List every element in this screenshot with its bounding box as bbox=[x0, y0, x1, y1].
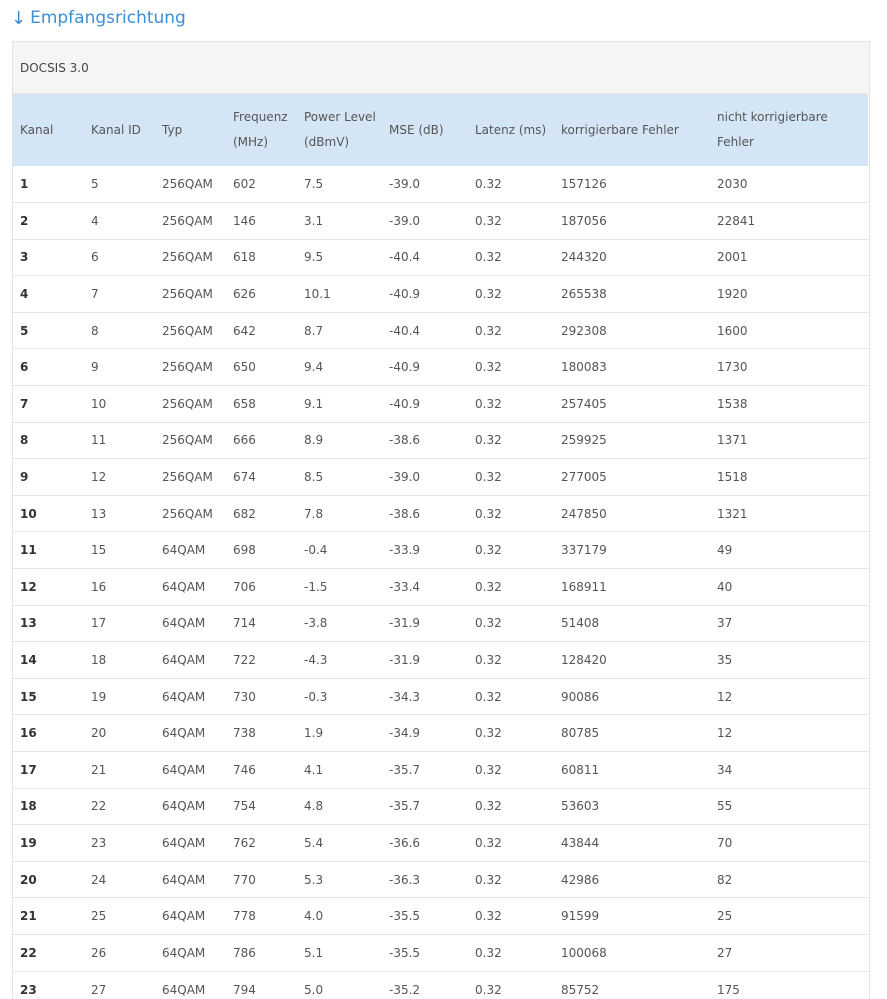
cell-nicht-korrigierbare-fehler: 12 bbox=[717, 689, 733, 704]
cell-kanal: 12 bbox=[20, 579, 37, 594]
cell-latenz: 0.32 bbox=[475, 982, 502, 997]
cell-kanal-id: 6 bbox=[91, 250, 99, 265]
cell-frequenz: 722 bbox=[233, 653, 256, 668]
cell-kanal: 5 bbox=[20, 323, 29, 338]
cell-korrigierbare-fehler: 91599 bbox=[561, 909, 600, 924]
cell-power-level: 5.4 bbox=[304, 835, 324, 850]
header-frequenz-line2: (MHz) bbox=[233, 135, 269, 149]
cell-nicht-korrigierbare-fehler: 35 bbox=[717, 653, 733, 668]
cell-kanal-id: 8 bbox=[91, 323, 99, 338]
cell-nicht-korrigierbare-fehler: 37 bbox=[717, 616, 733, 631]
cell-korrigierbare-fehler: 100068 bbox=[561, 945, 607, 960]
cell-latenz: 0.32 bbox=[475, 250, 502, 265]
table-row bbox=[13, 715, 868, 752]
cell-typ: 64QAM bbox=[162, 872, 206, 887]
cell-nicht-korrigierbare-fehler: 25 bbox=[717, 909, 733, 924]
cell-kanal: 19 bbox=[20, 835, 37, 850]
cell-nicht-korrigierbare-fehler: 1600 bbox=[717, 323, 748, 338]
downstream-section-toggle[interactable] bbox=[11, 5, 186, 31]
cell-mse: -39.0 bbox=[389, 470, 421, 485]
cell-latenz: 0.32 bbox=[475, 835, 502, 850]
cell-mse: -39.0 bbox=[389, 177, 421, 192]
cell-typ: 256QAM bbox=[162, 250, 213, 265]
cell-kanal: 16 bbox=[20, 726, 37, 741]
cell-mse: -35.5 bbox=[389, 909, 421, 924]
cell-typ: 64QAM bbox=[162, 579, 206, 594]
table-row bbox=[13, 276, 868, 313]
cell-kanal: 17 bbox=[20, 762, 37, 777]
cell-kanal-id: 22 bbox=[91, 799, 107, 814]
cell-mse: -39.0 bbox=[389, 213, 421, 228]
cell-power-level: 1.9 bbox=[304, 726, 324, 741]
cell-nicht-korrigierbare-fehler: 175 bbox=[717, 982, 740, 997]
cell-korrigierbare-fehler: 53603 bbox=[561, 799, 600, 814]
cell-nicht-korrigierbare-fehler: 1371 bbox=[717, 433, 748, 448]
cell-power-level: 3.1 bbox=[304, 213, 324, 228]
cell-kanal: 11 bbox=[20, 543, 37, 558]
cell-korrigierbare-fehler: 168911 bbox=[561, 579, 607, 594]
table-row bbox=[13, 386, 868, 423]
cell-mse: -40.4 bbox=[389, 250, 421, 265]
cell-power-level: 5.3 bbox=[304, 872, 324, 887]
cell-nicht-korrigierbare-fehler: 22841 bbox=[717, 213, 756, 228]
table-header-row bbox=[13, 94, 868, 166]
cell-latenz: 0.32 bbox=[475, 360, 502, 375]
cell-nicht-korrigierbare-fehler: 49 bbox=[717, 543, 733, 558]
cell-kanal-id: 7 bbox=[91, 287, 99, 302]
cell-frequenz: 738 bbox=[233, 726, 256, 741]
cell-kanal-id: 13 bbox=[91, 506, 107, 521]
cell-kanal-id: 27 bbox=[91, 982, 107, 997]
cell-latenz: 0.32 bbox=[475, 396, 502, 411]
cell-kanal-id: 16 bbox=[91, 579, 107, 594]
cell-typ: 256QAM bbox=[162, 360, 213, 375]
cell-power-level: 8.9 bbox=[304, 433, 324, 448]
header-latenz: Latenz (ms) bbox=[475, 122, 547, 137]
table-row bbox=[13, 422, 868, 459]
cell-power-level: -1.5 bbox=[304, 579, 328, 594]
cell-korrigierbare-fehler: 257405 bbox=[561, 396, 607, 411]
cell-typ: 256QAM bbox=[162, 433, 213, 448]
cell-mse: -36.6 bbox=[389, 835, 421, 850]
cell-power-level: 7.8 bbox=[304, 506, 324, 521]
cell-mse: -35.5 bbox=[389, 945, 421, 960]
cell-mse: -31.9 bbox=[389, 653, 421, 668]
cell-frequenz: 618 bbox=[233, 250, 256, 265]
cell-nicht-korrigierbare-fehler: 1920 bbox=[717, 287, 748, 302]
cell-kanal: 1 bbox=[20, 177, 29, 192]
cell-nicht-korrigierbare-fehler: 34 bbox=[717, 762, 733, 777]
cell-kanal-id: 10 bbox=[91, 396, 107, 411]
cell-nicht-korrigierbare-fehler: 1730 bbox=[717, 360, 748, 375]
table-row bbox=[13, 459, 868, 496]
table-row bbox=[13, 825, 868, 862]
cell-power-level: -0.3 bbox=[304, 689, 328, 704]
cell-frequenz: 786 bbox=[233, 945, 256, 960]
cell-latenz: 0.32 bbox=[475, 726, 502, 741]
cell-mse: -34.9 bbox=[389, 726, 421, 741]
cell-frequenz: 146 bbox=[233, 213, 256, 228]
cell-mse: -34.3 bbox=[389, 689, 421, 704]
cell-mse: -36.3 bbox=[389, 872, 421, 887]
header-nicht-korrigierbare-fehler: nicht korrigierbare Fehler bbox=[717, 110, 828, 149]
cell-korrigierbare-fehler: 337179 bbox=[561, 543, 607, 558]
cell-frequenz: 762 bbox=[233, 835, 256, 850]
cell-kanal: 8 bbox=[20, 433, 29, 448]
cell-nicht-korrigierbare-fehler: 55 bbox=[717, 799, 733, 814]
cell-latenz: 0.32 bbox=[475, 616, 502, 631]
cell-nicht-korrigierbare-fehler: 12 bbox=[717, 726, 733, 741]
cell-frequenz: 778 bbox=[233, 909, 256, 924]
cell-korrigierbare-fehler: 265538 bbox=[561, 287, 607, 302]
cell-typ: 256QAM bbox=[162, 323, 213, 338]
cell-kanal: 23 bbox=[20, 982, 37, 997]
section-title: Empfangsrichtung bbox=[30, 8, 186, 28]
cell-typ: 64QAM bbox=[162, 689, 206, 704]
cell-kanal-id: 19 bbox=[91, 689, 107, 704]
cell-kanal: 4 bbox=[20, 287, 29, 302]
cell-latenz: 0.32 bbox=[475, 579, 502, 594]
cell-frequenz: 698 bbox=[233, 543, 256, 558]
cell-mse: -35.2 bbox=[389, 982, 421, 997]
cell-kanal: 13 bbox=[20, 616, 37, 631]
cell-korrigierbare-fehler: 90086 bbox=[561, 689, 600, 704]
cell-latenz: 0.32 bbox=[475, 689, 502, 704]
table-row bbox=[13, 569, 868, 606]
header-power-line1: Power Level bbox=[304, 110, 376, 124]
cell-nicht-korrigierbare-fehler: 27 bbox=[717, 945, 733, 960]
cell-korrigierbare-fehler: 80785 bbox=[561, 726, 600, 741]
cell-frequenz: 770 bbox=[233, 872, 256, 887]
cell-latenz: 0.32 bbox=[475, 799, 502, 814]
cell-mse: -38.6 bbox=[389, 506, 421, 521]
cell-kanal-id: 23 bbox=[91, 835, 107, 850]
cell-nicht-korrigierbare-fehler: 70 bbox=[717, 835, 733, 850]
cell-typ: 64QAM bbox=[162, 945, 206, 960]
cell-kanal-id: 21 bbox=[91, 762, 107, 777]
cell-power-level: 9.4 bbox=[304, 360, 324, 375]
cell-kanal-id: 24 bbox=[91, 872, 107, 887]
cell-korrigierbare-fehler: 128420 bbox=[561, 653, 607, 668]
cell-korrigierbare-fehler: 277005 bbox=[561, 470, 607, 485]
cell-frequenz: 754 bbox=[233, 799, 256, 814]
docsis-panel bbox=[12, 41, 870, 999]
cell-korrigierbare-fehler: 187056 bbox=[561, 213, 607, 228]
cell-kanal-id: 12 bbox=[91, 470, 107, 485]
cell-kanal: 3 bbox=[20, 250, 29, 265]
cell-kanal-id: 20 bbox=[91, 726, 107, 741]
cell-typ: 256QAM bbox=[162, 213, 213, 228]
cell-typ: 256QAM bbox=[162, 506, 213, 521]
cell-korrigierbare-fehler: 85752 bbox=[561, 982, 600, 997]
cell-kanal-id: 15 bbox=[91, 543, 107, 558]
table-row bbox=[13, 642, 868, 679]
cell-kanal-id: 25 bbox=[91, 909, 107, 924]
cell-power-level: 7.5 bbox=[304, 177, 324, 192]
table-row bbox=[13, 678, 868, 715]
header-power-level bbox=[297, 94, 382, 166]
cell-frequenz: 674 bbox=[233, 470, 256, 485]
cell-power-level: 5.0 bbox=[304, 982, 324, 997]
cell-kanal: 2 bbox=[20, 213, 29, 228]
table-row bbox=[13, 752, 868, 789]
cell-power-level: 10.1 bbox=[304, 287, 331, 302]
cell-mse: -33.9 bbox=[389, 543, 421, 558]
header-frequenz bbox=[226, 94, 297, 166]
cell-latenz: 0.32 bbox=[475, 506, 502, 521]
header-typ: Typ bbox=[162, 122, 183, 137]
cell-latenz: 0.32 bbox=[475, 323, 502, 338]
header-power-line2: (dBmV) bbox=[304, 135, 350, 149]
cell-power-level: 4.8 bbox=[304, 799, 324, 814]
downstream-channel-table bbox=[13, 94, 868, 999]
cell-korrigierbare-fehler: 259925 bbox=[561, 433, 607, 448]
table-row bbox=[13, 312, 868, 349]
cell-latenz: 0.32 bbox=[475, 909, 502, 924]
cell-kanal-id: 11 bbox=[91, 433, 107, 448]
cell-typ: 64QAM bbox=[162, 616, 206, 631]
cell-mse: -40.9 bbox=[389, 360, 421, 375]
cell-mse: -33.4 bbox=[389, 579, 421, 594]
table-row bbox=[13, 203, 868, 240]
cell-typ: 64QAM bbox=[162, 726, 206, 741]
table-row bbox=[13, 861, 868, 898]
cell-typ: 64QAM bbox=[162, 762, 206, 777]
cell-power-level: 8.5 bbox=[304, 470, 324, 485]
cell-nicht-korrigierbare-fehler: 1538 bbox=[717, 396, 748, 411]
cell-nicht-korrigierbare-fehler: 1321 bbox=[717, 506, 748, 521]
header-frequenz-line1: Frequenz bbox=[233, 110, 288, 124]
cell-kanal: 15 bbox=[20, 689, 37, 704]
cell-nicht-korrigierbare-fehler: 2030 bbox=[717, 177, 748, 192]
cell-frequenz: 626 bbox=[233, 287, 256, 302]
cell-nicht-korrigierbare-fehler: 1518 bbox=[717, 470, 748, 485]
cell-korrigierbare-fehler: 60811 bbox=[561, 762, 600, 777]
cell-kanal-id: 4 bbox=[91, 213, 99, 228]
cell-kanal-id: 5 bbox=[91, 177, 99, 192]
cell-kanal-id: 26 bbox=[91, 945, 107, 960]
cell-kanal-id: 17 bbox=[91, 616, 107, 631]
cell-power-level: 4.0 bbox=[304, 909, 324, 924]
cell-mse: -40.4 bbox=[389, 323, 421, 338]
cell-nicht-korrigierbare-fehler: 2001 bbox=[717, 250, 748, 265]
cell-nicht-korrigierbare-fehler: 40 bbox=[717, 579, 733, 594]
cell-typ: 64QAM bbox=[162, 835, 206, 850]
cell-power-level: -4.3 bbox=[304, 653, 328, 668]
table-row bbox=[13, 898, 868, 935]
cell-korrigierbare-fehler: 42986 bbox=[561, 872, 600, 887]
cell-mse: -35.7 bbox=[389, 762, 421, 777]
cell-typ: 256QAM bbox=[162, 287, 213, 302]
cell-korrigierbare-fehler: 292308 bbox=[561, 323, 607, 338]
cell-mse: -40.9 bbox=[389, 396, 421, 411]
cell-typ: 64QAM bbox=[162, 909, 206, 924]
cell-frequenz: 602 bbox=[233, 177, 256, 192]
cell-latenz: 0.32 bbox=[475, 762, 502, 777]
cell-frequenz: 658 bbox=[233, 396, 256, 411]
table-row bbox=[13, 788, 868, 825]
cell-mse: -31.9 bbox=[389, 616, 421, 631]
cell-latenz: 0.32 bbox=[475, 287, 502, 302]
cell-typ: 256QAM bbox=[162, 177, 213, 192]
panel-title: DOCSIS 3.0 bbox=[13, 42, 869, 94]
cell-latenz: 0.32 bbox=[475, 177, 502, 192]
cell-korrigierbare-fehler: 157126 bbox=[561, 177, 607, 192]
cell-korrigierbare-fehler: 51408 bbox=[561, 616, 600, 631]
cell-kanal: 7 bbox=[20, 396, 29, 411]
cell-power-level: -0.4 bbox=[304, 543, 328, 558]
cell-latenz: 0.32 bbox=[475, 213, 502, 228]
cell-power-level: -3.8 bbox=[304, 616, 328, 631]
table-row bbox=[13, 495, 868, 532]
header-kanal: Kanal bbox=[20, 122, 54, 137]
cell-latenz: 0.32 bbox=[475, 945, 502, 960]
table-body bbox=[13, 166, 868, 999]
cell-kanal: 10 bbox=[20, 506, 37, 521]
header-kanal-id: Kanal ID bbox=[91, 122, 141, 137]
cell-power-level: 4.1 bbox=[304, 762, 324, 777]
cell-frequenz: 706 bbox=[233, 579, 256, 594]
cell-kanal: 21 bbox=[20, 909, 37, 924]
cell-frequenz: 642 bbox=[233, 323, 256, 338]
cell-korrigierbare-fehler: 244320 bbox=[561, 250, 607, 265]
table-row bbox=[13, 166, 868, 203]
cell-frequenz: 682 bbox=[233, 506, 256, 521]
cell-latenz: 0.32 bbox=[475, 470, 502, 485]
cell-kanal: 20 bbox=[20, 872, 37, 887]
cell-frequenz: 730 bbox=[233, 689, 256, 704]
cell-frequenz: 746 bbox=[233, 762, 256, 777]
cell-typ: 256QAM bbox=[162, 396, 213, 411]
cell-frequenz: 666 bbox=[233, 433, 256, 448]
cell-frequenz: 650 bbox=[233, 360, 256, 375]
cell-typ: 64QAM bbox=[162, 543, 206, 558]
table-row bbox=[13, 971, 868, 999]
cell-frequenz: 714 bbox=[233, 616, 256, 631]
cell-typ: 64QAM bbox=[162, 799, 206, 814]
cell-frequenz: 794 bbox=[233, 982, 256, 997]
table-row bbox=[13, 349, 868, 386]
cell-kanal: 18 bbox=[20, 799, 37, 814]
cell-nicht-korrigierbare-fehler: 82 bbox=[717, 872, 733, 887]
cell-latenz: 0.32 bbox=[475, 543, 502, 558]
cell-korrigierbare-fehler: 43844 bbox=[561, 835, 600, 850]
cell-mse: -38.6 bbox=[389, 433, 421, 448]
cell-latenz: 0.32 bbox=[475, 872, 502, 887]
cell-typ: 64QAM bbox=[162, 653, 206, 668]
cell-kanal: 14 bbox=[20, 653, 37, 668]
cell-power-level: 9.1 bbox=[304, 396, 324, 411]
cell-typ: 256QAM bbox=[162, 470, 213, 485]
cell-power-level: 9.5 bbox=[304, 250, 324, 265]
cell-power-level: 8.7 bbox=[304, 323, 324, 338]
cell-kanal-id: 18 bbox=[91, 653, 107, 668]
cell-latenz: 0.32 bbox=[475, 433, 502, 448]
cell-mse: -40.9 bbox=[389, 287, 421, 302]
header-mse: MSE (dB) bbox=[389, 122, 444, 137]
table-row bbox=[13, 605, 868, 642]
cell-kanal: 9 bbox=[20, 470, 29, 485]
table-row bbox=[13, 934, 868, 971]
cell-korrigierbare-fehler: 247850 bbox=[561, 506, 607, 521]
cell-kanal: 6 bbox=[20, 360, 29, 375]
arrow-down-icon: ↓ bbox=[11, 7, 27, 29]
cell-kanal: 22 bbox=[20, 945, 37, 960]
cell-korrigierbare-fehler: 180083 bbox=[561, 360, 607, 375]
cell-power-level: 5.1 bbox=[304, 945, 324, 960]
cell-kanal-id: 9 bbox=[91, 360, 99, 375]
cell-mse: -35.7 bbox=[389, 799, 421, 814]
header-korrigierbare-fehler: korrigierbare Fehler bbox=[561, 122, 679, 137]
table-row bbox=[13, 239, 868, 276]
cell-typ: 64QAM bbox=[162, 982, 206, 997]
table-row bbox=[13, 532, 868, 569]
cell-latenz: 0.32 bbox=[475, 653, 502, 668]
